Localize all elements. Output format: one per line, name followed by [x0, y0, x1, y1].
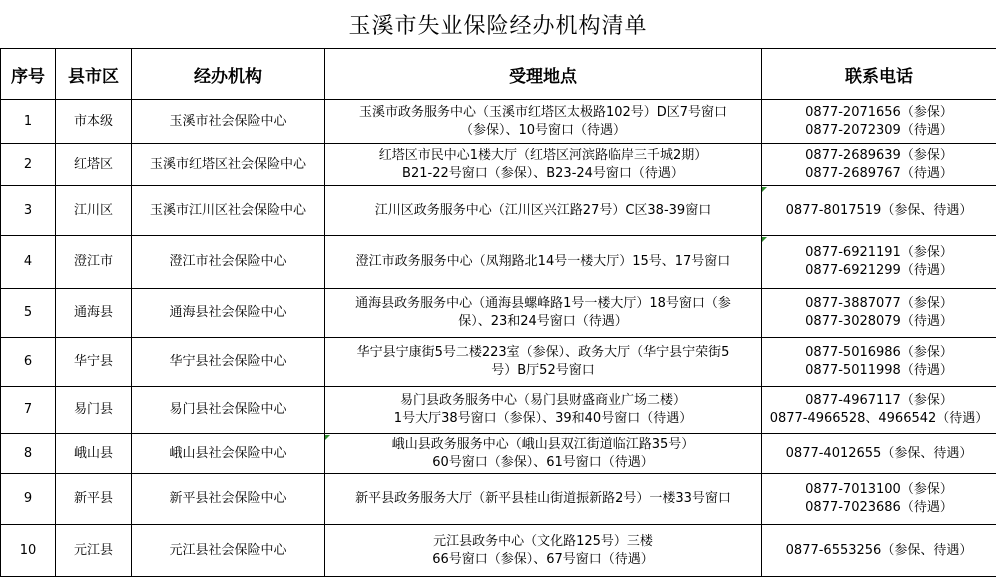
- location-line: 峨山县政务服务中心（峨山县双江街道临江路35号）: [391, 436, 695, 452]
- row-number: 1: [1, 100, 56, 144]
- county-name: 易门县: [56, 387, 132, 434]
- row-number: 5: [1, 289, 56, 338]
- location-line: 号）B厅52号窗口: [491, 363, 595, 378]
- table-row: [1, 387, 996, 434]
- location-cell: [325, 289, 762, 338]
- location-line: 1号大厅38号窗口（参保）、39和40号窗口（待遇）: [393, 411, 693, 426]
- phone-cell: [762, 387, 996, 434]
- location-line: 通海县政务服务中心（通海县螺峰路1号一楼大厅）18号窗口（参: [355, 296, 731, 311]
- phone-cell: [762, 525, 996, 577]
- county-name: 新平县: [56, 474, 132, 525]
- phone-cell: [762, 144, 996, 186]
- location-cell: [325, 100, 762, 144]
- header-location: 受理地点: [325, 49, 762, 100]
- phone-line: 0877-6921299（待遇）: [805, 263, 953, 278]
- agency-name: 易门县社会保险中心: [132, 387, 325, 434]
- agency-name: 澄江市社会保险中心: [132, 236, 325, 289]
- phone-line: 0877-8017519（参保、待遇）: [785, 202, 973, 218]
- location-line: 保）、23和24号窗口（待遇）: [458, 314, 628, 329]
- county-name: 市本级: [56, 100, 132, 144]
- phone-line: 0877-4966528、4966542（待遇）: [769, 411, 989, 426]
- county-name: 峨山县: [56, 434, 132, 474]
- phone-line: 0877-3028079（待遇）: [805, 314, 953, 329]
- header-row: [1, 49, 996, 100]
- phone-line: 0877-4012655（参保、待遇）: [785, 445, 973, 461]
- agency-name: 玉溪市社会保险中心: [132, 100, 325, 144]
- county-name: 澄江市: [56, 236, 132, 289]
- row-number: 10: [1, 525, 56, 577]
- row-number: 6: [1, 338, 56, 387]
- header-county: 县市区: [56, 49, 132, 100]
- table-row: [1, 338, 996, 387]
- location-line: 红塔区市民中心1楼大厅（红塔区河滨路临岸三千城2期）: [378, 147, 708, 163]
- header-num: 序号: [1, 49, 56, 100]
- location-cell: [325, 434, 762, 474]
- row-number: 9: [1, 474, 56, 525]
- phone-cell: [762, 289, 996, 338]
- location-line: 元江县政务中心（文化路125号）三楼: [433, 533, 653, 549]
- county-name: 元江县: [56, 525, 132, 577]
- cell-error-marker: [325, 435, 330, 440]
- table-row: [1, 236, 996, 289]
- phone-line: 0877-5016986（参保）: [805, 345, 953, 360]
- table-row: [1, 100, 996, 144]
- location-line: 66号窗口（参保）、67号窗口（待遇）: [432, 551, 654, 567]
- phone-line: 0877-6553256（参保、待遇）: [785, 542, 973, 558]
- agency-name: 元江县社会保险中心: [132, 525, 325, 577]
- phone-cell: [762, 100, 996, 144]
- header-agency: 经办机构: [132, 49, 325, 100]
- phone-line: 0877-5011998（待遇）: [805, 363, 953, 378]
- phone-line: 0877-2072309（待遇）: [805, 122, 953, 138]
- location-cell: [325, 186, 762, 236]
- phone-line: 0877-2689767（待遇）: [805, 165, 953, 181]
- page-title: 玉溪市失业保险经办机构清单: [348, 13, 648, 39]
- header-phone: 联系电话: [762, 49, 996, 100]
- table-row: [1, 289, 996, 338]
- row-number: 3: [1, 186, 56, 236]
- row-number: 4: [1, 236, 56, 289]
- location-line: （参保）、10号窗口（待遇）: [459, 122, 627, 138]
- phone-line: 0877-7013100（参保）: [805, 482, 953, 497]
- table-row: [1, 474, 996, 525]
- table-row: [1, 186, 996, 236]
- row-number: 2: [1, 144, 56, 186]
- location-cell: [325, 387, 762, 434]
- agency-name: 新平县社会保险中心: [132, 474, 325, 525]
- location-cell: [325, 236, 762, 289]
- table-row: [1, 434, 996, 474]
- phone-cell: [762, 434, 996, 474]
- phone-line: 0877-6921191（参保）: [805, 245, 953, 260]
- location-cell: [325, 338, 762, 387]
- table-row: [1, 525, 996, 577]
- table-row: [1, 144, 996, 186]
- agency-name: 华宁县社会保险中心: [132, 338, 325, 387]
- phone-cell: [762, 236, 996, 289]
- location-cell: [325, 525, 762, 577]
- phone-line: 0877-3887077（参保）: [805, 296, 953, 311]
- agency-name: 玉溪市红塔区社会保险中心: [132, 144, 325, 186]
- location-line: 玉溪市政务服务中心（玉溪市红塔区太极路102号）D区7号窗口: [358, 104, 728, 120]
- location-line: 易门县政务服务中心（易门县财盛商业广场二楼）: [399, 393, 686, 408]
- location-cell: [325, 474, 762, 525]
- location-line: 澄江市政务服务中心（凤翔路北14号一楼大厅）15号、17号窗口: [355, 254, 731, 269]
- agency-name: 峨山县社会保险中心: [132, 434, 325, 474]
- county-name: 通海县: [56, 289, 132, 338]
- cell-error-marker: [762, 187, 767, 192]
- phone-cell: [762, 474, 996, 525]
- county-name: 红塔区: [56, 144, 132, 186]
- row-number: 7: [1, 387, 56, 434]
- location-line: B21-22号窗口（参保）、B23-24号窗口（待遇）: [402, 165, 684, 181]
- phone-line: 0877-2071656（参保）: [805, 104, 953, 120]
- agency-table: [0, 48, 996, 577]
- phone-line: 0877-7023686（待遇）: [805, 500, 953, 515]
- location-line: 江川区政务服务中心（江川区兴江路27号）C区38-39窗口: [374, 202, 712, 218]
- phone-line: 0877-2689639（参保）: [805, 147, 953, 163]
- phone-cell: [762, 186, 996, 236]
- phone-line: 0877-4967117（参保）: [805, 393, 953, 408]
- location-line: 新平县政务服务大厅（新平县桂山街道振新路2号）一楼33号窗口: [355, 491, 731, 506]
- county-name: 华宁县: [56, 338, 132, 387]
- location-line: 华宁县宁康街5号二楼223室（参保）、政务大厅（华宁县宁荣街5: [356, 345, 730, 360]
- agency-name: 玉溪市江川区社会保险中心: [132, 186, 325, 236]
- cell-error-marker: [762, 237, 767, 242]
- row-number: 8: [1, 434, 56, 474]
- agency-name: 通海县社会保险中心: [132, 289, 325, 338]
- location-cell: [325, 144, 762, 186]
- location-line: 60号窗口（参保）、61号窗口（待遇）: [432, 454, 654, 470]
- county-name: 江川区: [56, 186, 132, 236]
- phone-cell: [762, 338, 996, 387]
